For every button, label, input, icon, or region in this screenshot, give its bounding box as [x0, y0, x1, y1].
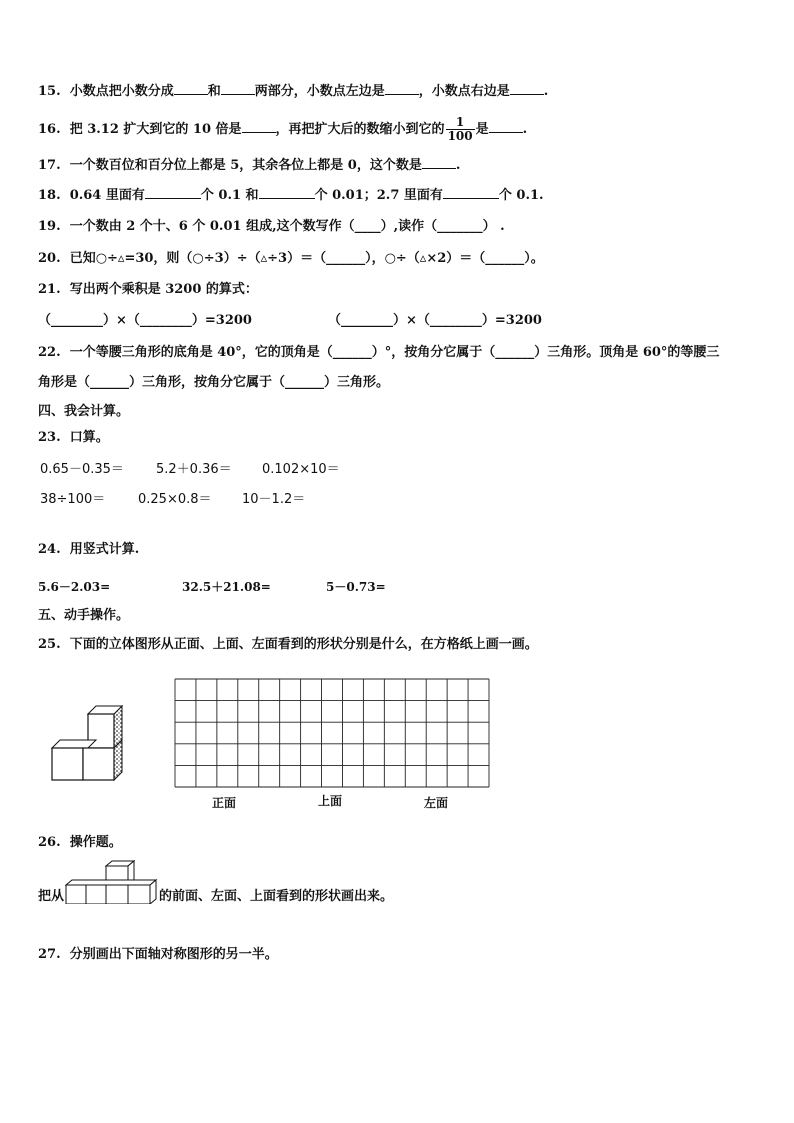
- cube-stack-figure: [48, 702, 132, 786]
- vertical-calc-item: 5－0.73=: [326, 580, 386, 594]
- question-26-post: 的前面、左面、上面看到的形状画出来。: [159, 889, 394, 904]
- answer-blank[interactable]: [174, 82, 208, 95]
- answer-blank[interactable]: [510, 82, 544, 95]
- vertical-calc-item: 32.5＋21.08=: [182, 580, 271, 594]
- answer-blank[interactable]: [422, 156, 456, 169]
- fraction-numerator: 1: [446, 116, 475, 130]
- question-26: 26. 操作题。: [38, 835, 122, 850]
- answer-blank[interactable]: [489, 120, 523, 133]
- mental-calc-item: 10－1.2＝: [242, 492, 306, 507]
- question-15: 15. 小数点把小数分成 和 两部分，小数点左边是 ，小数点右边是 .: [38, 84, 549, 99]
- question-21: 21. 写出两个乘积是 3200 的算式：: [38, 282, 258, 297]
- mental-calc-item: 38÷100＝: [40, 492, 106, 507]
- cube-figure-small: [64, 858, 158, 904]
- fraction: [446, 116, 475, 143]
- mental-calc-item: 0.65－0.35＝: [40, 462, 124, 477]
- mental-calc-item: 5.2＋0.36＝: [156, 462, 232, 477]
- question-26-pre: 把从: [38, 889, 65, 904]
- question-22-line-2: 角形是（______）三角形，按角分它属于（______）三角形。: [38, 375, 390, 390]
- answer-blank[interactable]: [443, 186, 499, 199]
- answer-blank[interactable]: [385, 82, 419, 95]
- question-23: 23. 口算。: [38, 430, 109, 445]
- grid-paper[interactable]: [174, 678, 490, 788]
- question-27: 27. 分别画出下面轴对称图形的另一半。: [38, 947, 278, 962]
- question-17: 17. 一个数百位和百分位上都是 5，其余各位上都是 0，这个数是 .: [38, 158, 461, 173]
- fraction-denominator: 100: [447, 129, 473, 143]
- answer-blank[interactable]: [145, 186, 201, 199]
- section-5-heading: 五、动手操作。: [38, 608, 130, 623]
- grid-label-front: 正面: [212, 796, 237, 810]
- mental-calc-item: 0.25×0.8＝: [138, 492, 212, 507]
- question-22-line-1: 22. 一个等腰三角形的底角是 40°，它的顶角是（______）°，按角分它属于（______）三角形。顶角是 60°的等腰三: [38, 345, 720, 360]
- answer-blank[interactable]: [221, 82, 255, 95]
- equation-1: （________）×（________）=3200: [38, 313, 252, 328]
- question-24: 24. 用竖式计算.: [38, 542, 140, 557]
- question-18: 18. 0.64 里面有 个 0.1 和 个 0.01；2.7 里面有 个 0.1.: [38, 188, 544, 203]
- question-19: 19. 一个数由 2 个十、6 个 0.01 组成,这个数写作（____）,读作（_______） .: [38, 219, 505, 234]
- answer-blank[interactable]: [259, 186, 315, 199]
- answer-blank[interactable]: [242, 120, 276, 133]
- equation-2: （________）×（________）=3200: [328, 313, 542, 328]
- question-20: 20. 已知○÷▵=30，则（○÷3）÷（▵÷3）＝（______），○÷（▵×2）＝（______）。: [38, 251, 544, 266]
- vertical-calc-item: 5.6－2.03=: [38, 580, 111, 594]
- question-25: 25. 下面的立体图形从正面、上面、左面看到的形状分别是什么，在方格纸上画一画。: [38, 637, 538, 652]
- question-16: 16. 把 3.12 扩大到它的 10 倍是 ，再把扩大后的数缩小到它的 $\frac{1}{100}$ 是 .: [38, 115, 528, 143]
- grid-label-left: 左面: [424, 796, 449, 810]
- mental-calc-item: 0.102×10＝: [262, 462, 340, 477]
- section-4-heading: 四、我会计算。: [38, 404, 130, 419]
- grid-label-top: 上面: [318, 794, 343, 808]
